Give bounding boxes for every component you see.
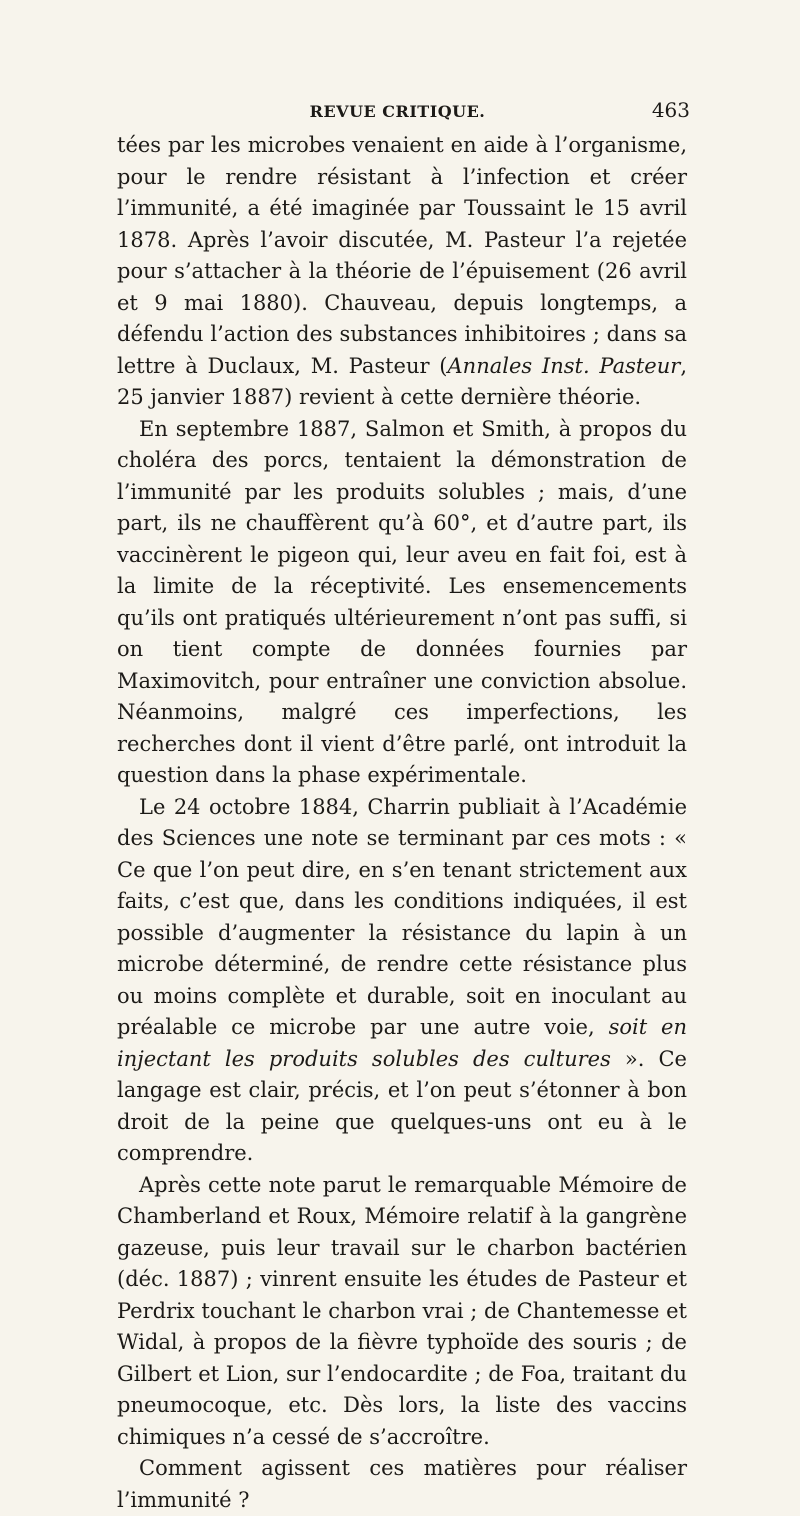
paragraph-3-text-a: Le 24 octobre 1884, Charrin publiait à l’Académie des Sciences une note se terminant par ces mots : « Ce que l’on peut dire, en s’en tenant strictement aux faits, c’est que, dans les conditions indiquées, il est possible d’augmenter la résistance du lapin à un microbe déterminé, de rendre cette résistance plus ou moins complète et durable, soit en inoculant au préalable ce microbe par une autre voie, — [117, 794, 687, 1039]
paragraph-1 — [117, 130, 687, 414]
running-head: REVUE CRITIQUE. — [309, 102, 486, 121]
page-number: 463 — [651, 98, 690, 122]
paragraph-4: Après cette note parut le remarquable Mémoire de Chamberland et Roux, Mémoire relatif à la gangrène gazeuse, puis leur travail sur le charbon bactérien (déc. 1887) ; vinrent ensuite les études de Pasteur et Perdrix touchant le charbon vrai ; de Chantemesse et Widal, à propos de la fièvre typhoïde des souris ; de Gilbert et Lion, sur l’endocardite ; de Foa, traitant du pneumocoque, etc. Dès lors, la liste des vaccins chimiques n’a cessé de s’accroître. — [117, 1172, 687, 1449]
quoted-emphasis: soit en injectant les produits solubles des cultures — [117, 1015, 688, 1071]
paragraph-5: Comment agissent ces matières pour réaliser l’immunité ? — [117, 1456, 687, 1512]
paragraph-1-text-a: tées par les microbes venaient en aide à l’organisme, pour le rendre résistant à l’infection et créer l’immunité, a été imaginée par Toussaint le 15 avril 1878. Après l’avoir discutée, M. Pasteur l’a rejetée pour s’attacher à la théorie de l’épuisement (26 avril et 9 mai 1880). Chauveau, depuis longtemps, a défendu l’action des substances inhibitoires ; dans sa lettre à Duclaux, M. Pasteur ( — [117, 133, 687, 378]
paragraph-3 — [117, 792, 687, 1170]
paragraph-2: En septembre 1887, Salmon et Smith, à propos du choléra des porcs, tentaient la démonstration de l’immunité par les produits solubles ; mais, d’une part, ils ne chauffèrent qu’à 60°, et d’autre part, ils vaccinèrent le pigeon qui, leur aveu en fait foi, est à la limite de la réceptivité. Les ensemencements qu’ils ont pratiqués ultérieurement n’ont pas suffi, si on tient compte de données fournies par Maximovitch, pour entraîner une conviction absolue. Néanmoins, malgré ces imperfections, les recherches dont il vient d’être parlé, ont introduit la question dans la phase expérimentale. — [117, 416, 687, 787]
page-header — [105, 96, 690, 130]
paragraph-1-text-b: , 25 janvier 1887) revient à cette dernière théorie. — [117, 353, 687, 409]
paragraph-3-text-b: ». Ce langage est clair, précis, et l’on peut s’étonner à bon droit de la peine que quelques-uns ont eu à le comprendre. — [117, 1046, 687, 1165]
page-body — [117, 130, 687, 1516]
journal-title: Annales Inst. Pasteur — [447, 353, 681, 378]
